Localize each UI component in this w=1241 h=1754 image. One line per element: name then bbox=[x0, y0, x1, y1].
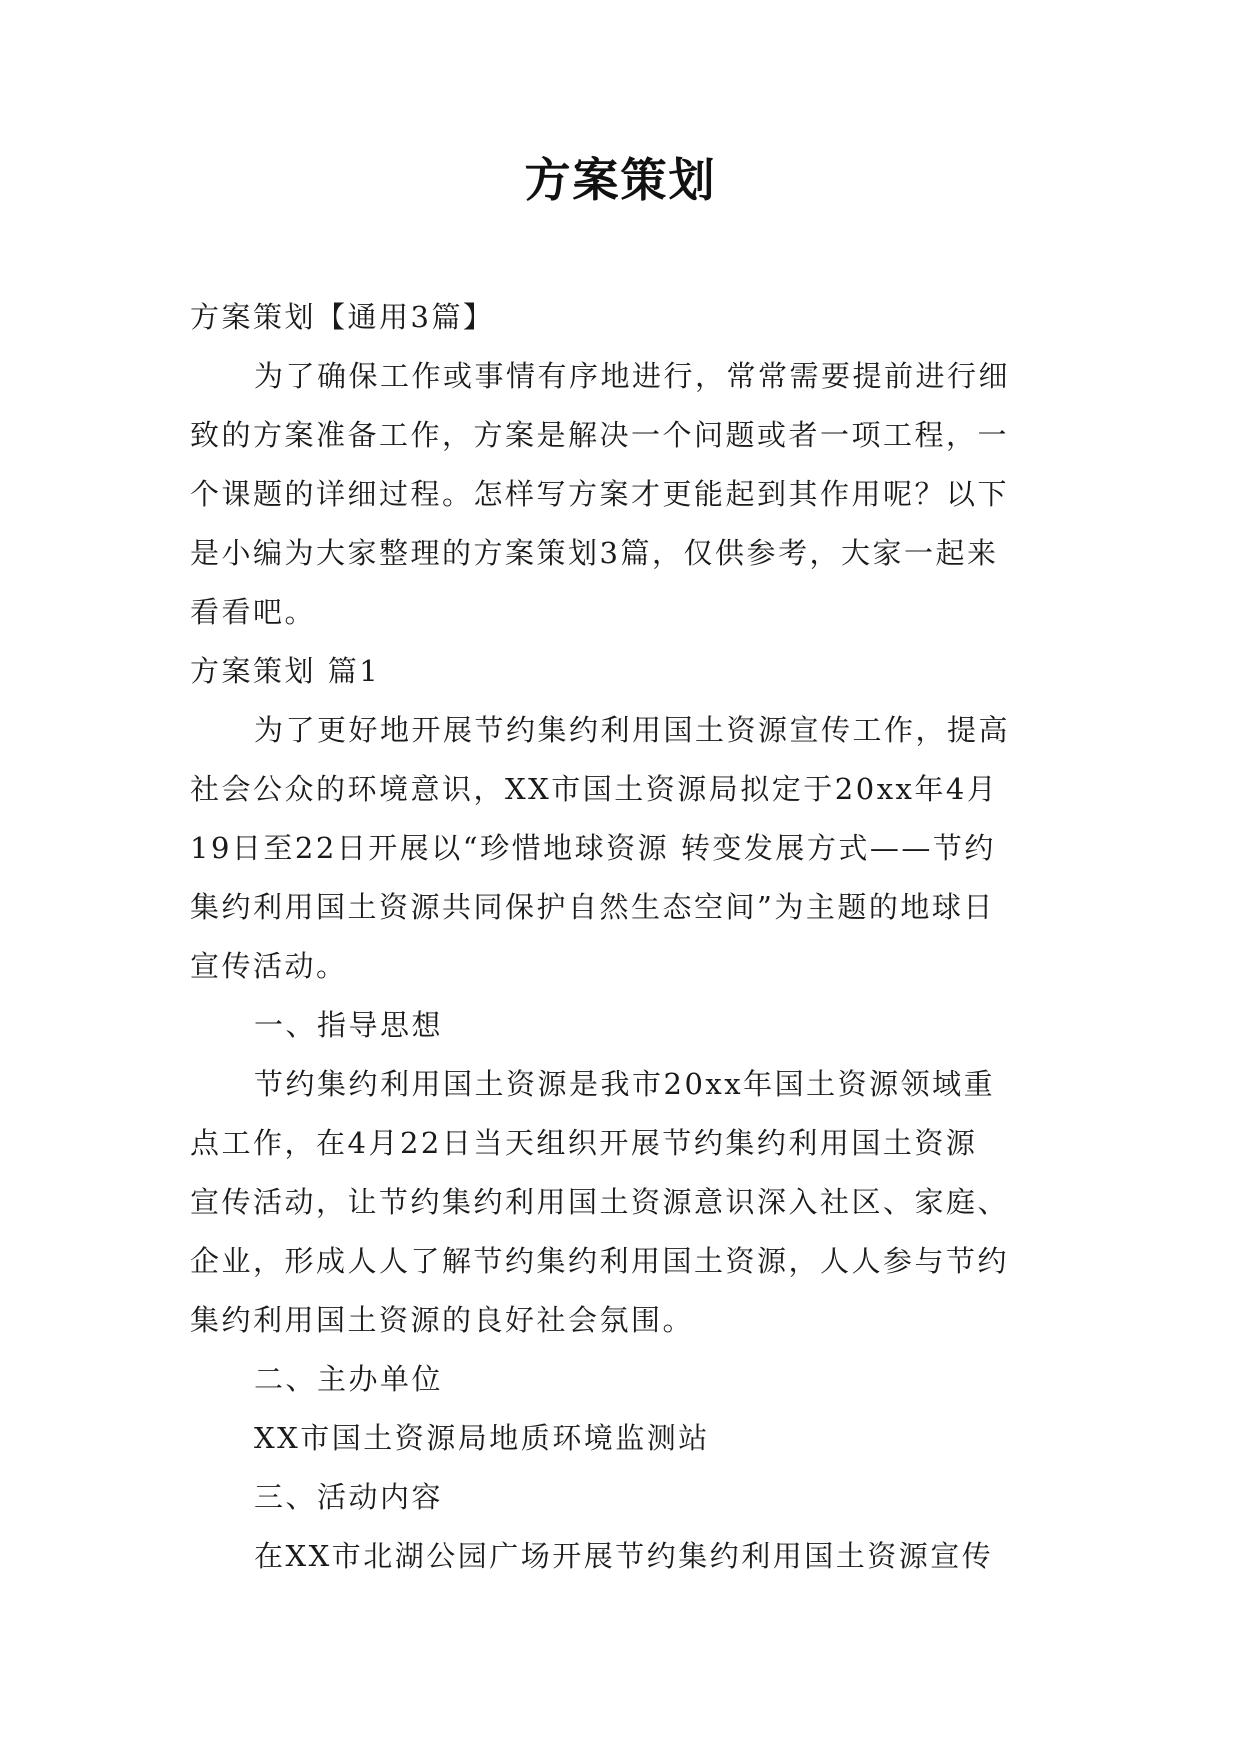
document-title: 方案策划 bbox=[524, 153, 717, 207]
text-line: 点工作，在4月22日当天组织开展节约集约利用国土资源 bbox=[190, 1126, 978, 1160]
text-line: 社会公众的环境意识，XX市国土资源局拟定于20xx年4月 bbox=[190, 772, 999, 806]
text-line: 是小编为大家整理的方案策划3篇，仅供参考，大家一起来 bbox=[190, 536, 999, 570]
document-body bbox=[190, 288, 1050, 1586]
text-line: 企业，形成人人了解节约集约利用国土资源，人人参与节约 bbox=[190, 1244, 1010, 1278]
text-line: 方案策划 篇1 bbox=[190, 654, 381, 688]
text-line: XX市国土资源局地质环境监测站 bbox=[254, 1421, 710, 1455]
text-line: 二、主办单位 bbox=[254, 1362, 444, 1396]
text-line: 一、指导思想 bbox=[254, 1008, 444, 1042]
text-line: 三、活动内容 bbox=[254, 1480, 444, 1514]
text-line: 为了更好地开展节约集约利用国土资源宣传工作，提高 bbox=[254, 713, 1011, 747]
text-line: 19日至22日开展以“珍惜地球资源 转变发展方式——节约 bbox=[190, 831, 996, 865]
text-line: 致的方案准备工作，方案是解决一个问题或者一项工程，一 bbox=[190, 418, 1010, 452]
text-line: 方案策划【通用3篇】 bbox=[190, 300, 495, 334]
text-line: 集约利用国土资源的良好社会氛围。 bbox=[190, 1303, 695, 1337]
text-line: 集约利用国土资源共同保护自然生态空间”为主题的地球日 bbox=[190, 890, 995, 924]
text-line: 在XX市北湖公园广场开展节约集约利用国土资源宣传 bbox=[254, 1539, 994, 1573]
text-line: 个课题的详细过程。怎样写方案才更能起到其作用呢？以下 bbox=[190, 477, 1010, 511]
text-line: 看看吧。 bbox=[190, 595, 317, 629]
text-line: 宣传活动。 bbox=[190, 949, 348, 983]
text-line: 为了确保工作或事情有序地进行，常常需要提前进行细 bbox=[254, 359, 1011, 393]
text-line: 宣传活动，让节约集约利用国土资源意识深入社区、家庭、 bbox=[190, 1185, 1010, 1219]
text-line: 节约集约利用国土资源是我市20xx年国土资源领域重 bbox=[254, 1067, 996, 1101]
